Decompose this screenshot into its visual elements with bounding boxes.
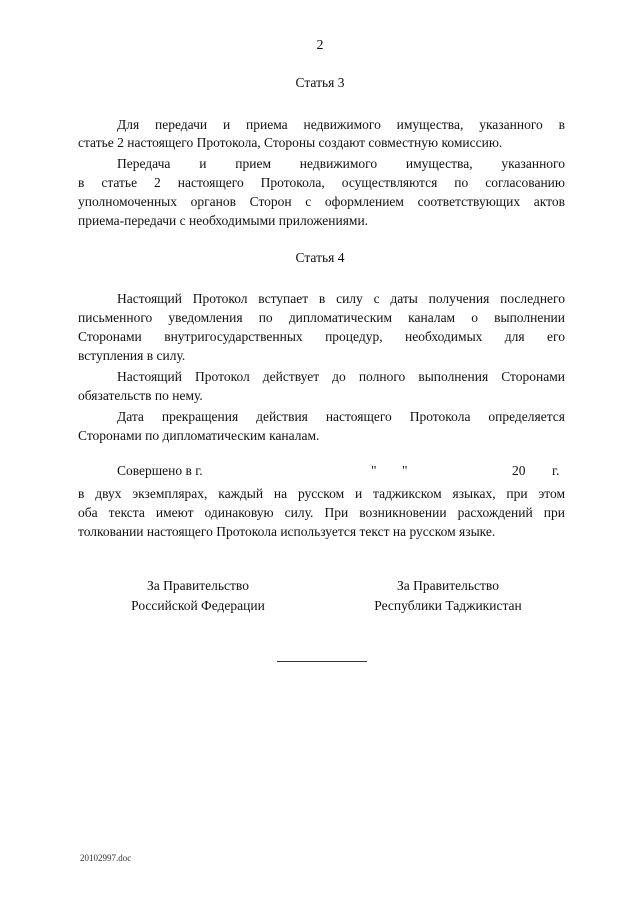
text-line: оба текста имеют одинаковую силу. При возникновении расхождений при — [78, 505, 565, 520]
file-name-footer: 20102997.doc — [80, 853, 132, 863]
year-prefix: 20 — [512, 463, 526, 478]
signature-line-1: За Правительство — [147, 578, 249, 593]
text-line: Для передачи и приема недвижимого имущества, указанного в — [117, 117, 565, 132]
text-line: Передача и прием недвижимого имущества, указанного — [117, 156, 565, 171]
article-4-heading: Статья 4 — [295, 250, 345, 265]
text-line: Дата прекращения действия настоящего Протокола определяется — [117, 409, 565, 424]
signature-block-russia — [78, 576, 318, 616]
date-quote-open: " — [371, 463, 377, 478]
done-at-label: Совершено в г. — [117, 463, 203, 478]
text-line: обязательств по нему. — [78, 388, 203, 403]
text-line: вступления в силу. — [78, 348, 186, 363]
signature-line-2: Республики Таджикистан — [374, 598, 522, 613]
date-quote-close: " — [402, 463, 408, 478]
article-3-heading: Статья 3 — [295, 75, 345, 90]
text-line: толковании настоящего Протокола используется текст на русском языке. — [78, 524, 496, 539]
text-line: Настоящий Протокол вступает в силу с даты получения последнего — [117, 291, 565, 306]
text-line: Сторонами внутригосударственных процедур, необходимых для его — [78, 329, 565, 344]
page-number: 2 — [316, 38, 324, 53]
text-line: приема-передачи с необходимыми приложениями. — [78, 213, 369, 228]
text-line: Настоящий Протокол действует до полного выполнения Сторонами — [117, 369, 565, 384]
text-line: в статье 2 настоящего Протокола, осуществляются по согласованию — [78, 175, 565, 190]
signature-block-tajikistan — [328, 576, 568, 616]
end-separator-line — [277, 661, 367, 662]
text-line: уполномоченных органов Сторон с оформлением соответствующих актов — [78, 194, 565, 209]
text-line: Сторонами по дипломатическим каналам. — [78, 428, 320, 443]
year-suffix: г. — [552, 463, 560, 478]
text-line: в двух экземплярах, каждый на русском и таджикском языках, при этом — [78, 486, 565, 501]
text-line: письменного уведомления по дипломатическим каналам о выполнении — [78, 310, 565, 325]
signature-line-1: За Правительство — [397, 578, 499, 593]
signature-line-2: Российской Федерации — [131, 598, 265, 613]
text-line: статье 2 настоящего Протокола, Стороны создают совместную комиссию. — [78, 135, 503, 150]
